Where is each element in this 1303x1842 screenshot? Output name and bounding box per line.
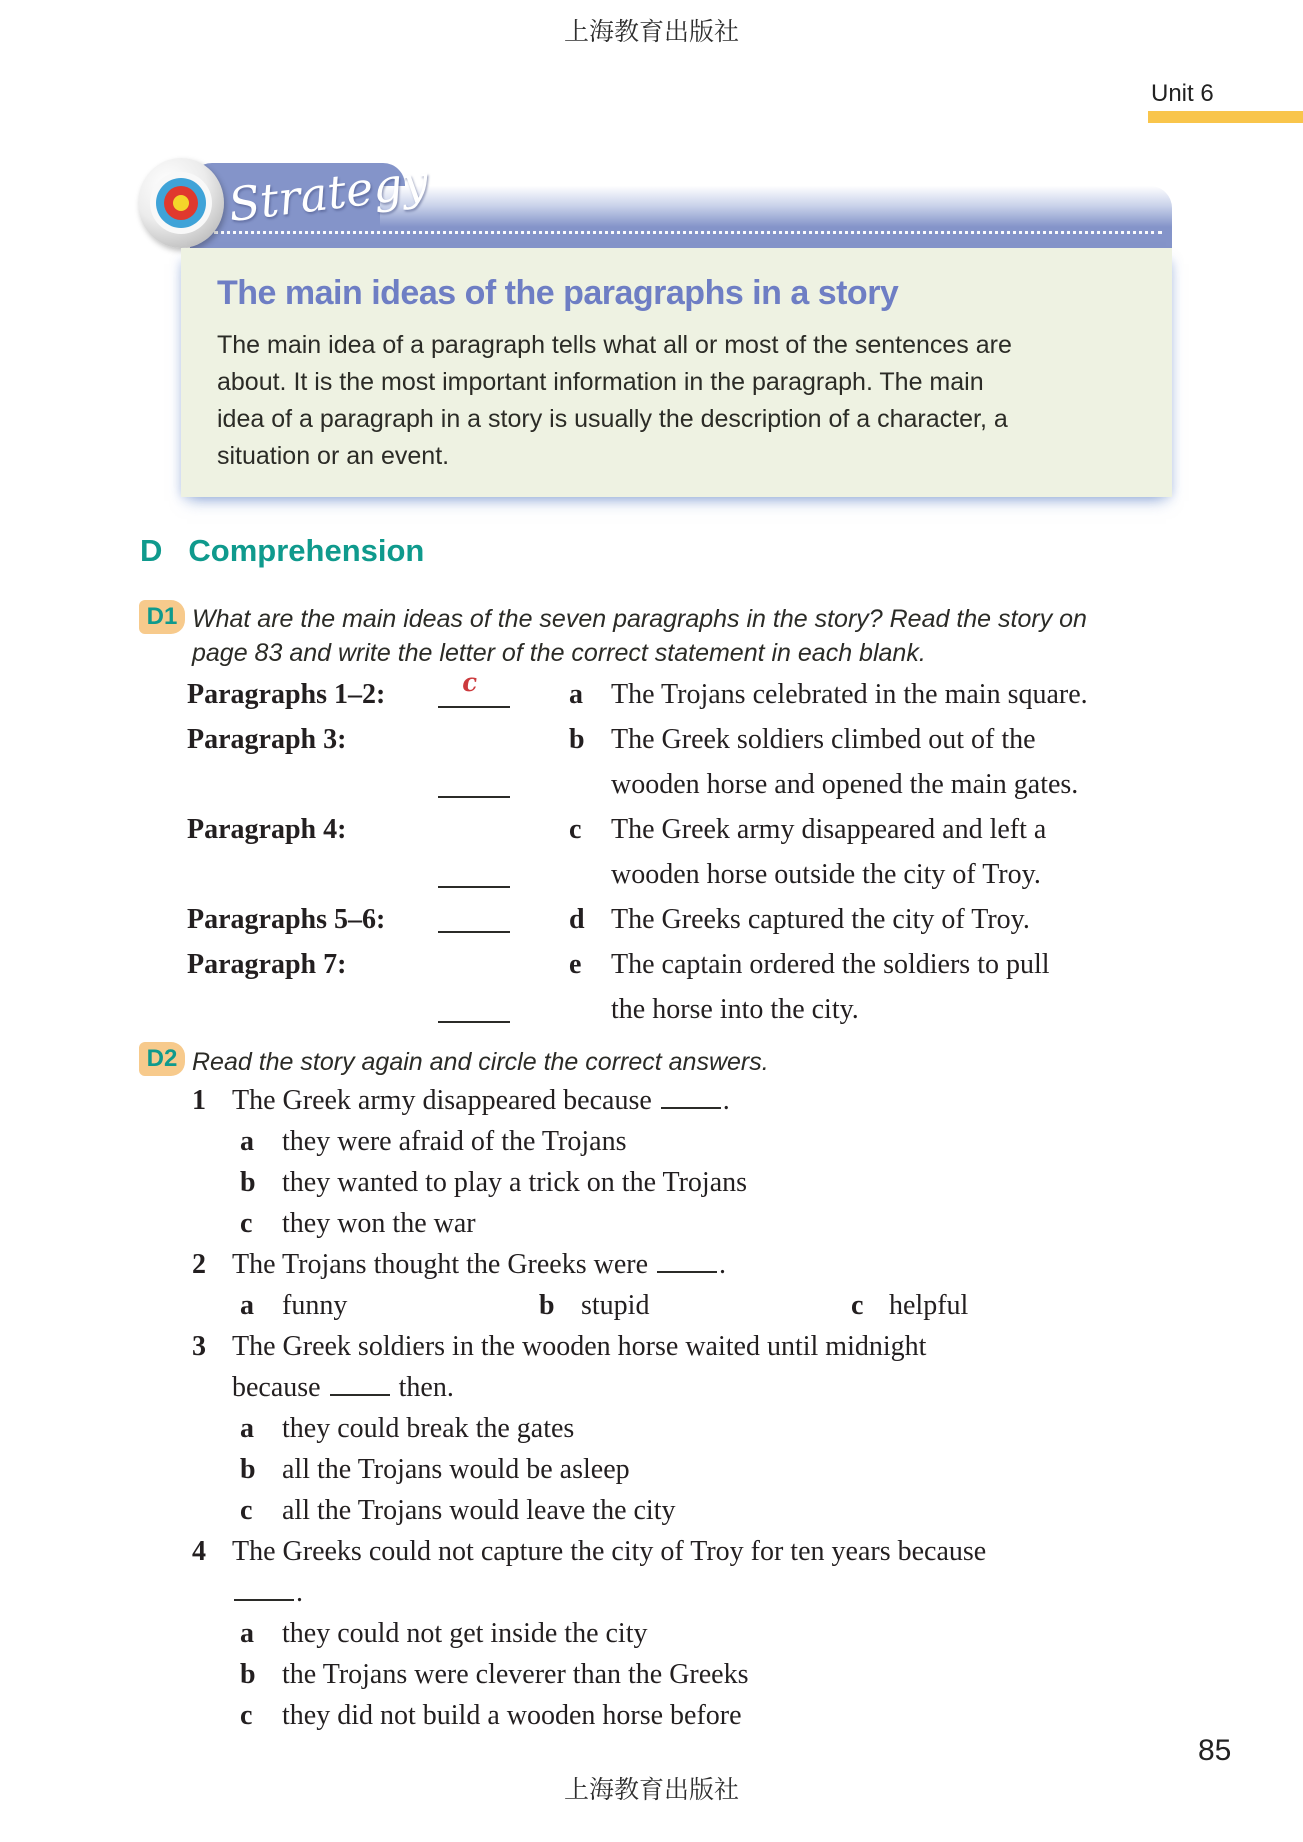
strategy-body-line: idea of a paragraph in a story is usually the description of a character, a bbox=[217, 405, 1008, 433]
option-text[interactable]: the Trojans were cleverer than the Greeks bbox=[282, 1659, 749, 1690]
paragraph-label: Paragraph 3: bbox=[187, 724, 347, 755]
statement-line: The Greeks captured the city of Troy. bbox=[611, 904, 1030, 935]
statement-letter: d bbox=[569, 904, 585, 935]
answer-blank-cell bbox=[438, 807, 569, 897]
paragraph-label: Paragraph 7: bbox=[187, 949, 347, 980]
strategy-title: The main ideas of the paragraphs in a story bbox=[217, 274, 899, 312]
d1-row bbox=[187, 807, 1088, 897]
option-text[interactable]: they wanted to play a trick on the Trojans bbox=[282, 1167, 748, 1198]
options-row bbox=[192, 1285, 986, 1326]
answer-blank-cell bbox=[438, 942, 569, 1032]
option-text[interactable]: all the Trojans would leave the city bbox=[282, 1495, 676, 1526]
statement-letter: b bbox=[569, 724, 585, 755]
statement-line: the horse into the city. bbox=[611, 994, 859, 1025]
option-letter[interactable]: a bbox=[240, 1618, 254, 1649]
option-letter[interactable]: a bbox=[240, 1126, 254, 1157]
option-row[interactable] bbox=[192, 1162, 986, 1203]
option-text[interactable]: they were afraid of the Trojans bbox=[282, 1126, 627, 1157]
answer-blank[interactable] bbox=[438, 796, 510, 798]
statement-line: The captain ordered the soldiers to pull bbox=[611, 949, 1050, 980]
option-letter[interactable]: c bbox=[240, 1700, 253, 1731]
strategy-body-line: about. It is the most important information in the paragraph. The main bbox=[217, 368, 984, 396]
question-text: because bbox=[232, 1372, 328, 1403]
strategy-body-line: The main idea of a paragraph tells what all or most of the sentences are bbox=[217, 331, 1012, 359]
option-text[interactable]: helpful bbox=[889, 1290, 969, 1321]
question-text: The Greek soldiers in the wooden horse waited until midnight bbox=[232, 1331, 927, 1362]
option-letter[interactable]: c bbox=[240, 1208, 253, 1239]
question-line bbox=[192, 1080, 986, 1121]
paragraph-label: Paragraphs 5–6: bbox=[187, 904, 386, 935]
statement-text bbox=[611, 897, 1088, 942]
option-text[interactable]: they could not get inside the city bbox=[282, 1618, 648, 1649]
d1-row bbox=[187, 897, 1088, 942]
answer-blank[interactable] bbox=[330, 1370, 390, 1396]
answer-blank[interactable] bbox=[234, 1575, 294, 1601]
statement-letter: e bbox=[569, 949, 582, 980]
unit-accent-bar bbox=[1148, 111, 1303, 123]
statement-line: wooden horse outside the city of Troy. bbox=[611, 859, 1041, 890]
page-number: 85 bbox=[1198, 1734, 1232, 1767]
question-text: The Greek army disappeared because bbox=[232, 1085, 659, 1116]
question-text: then. bbox=[391, 1372, 454, 1403]
option-row[interactable] bbox=[192, 1203, 986, 1244]
answer-blank-cell bbox=[438, 897, 569, 942]
publisher-name-top: 上海教育出版社 bbox=[563, 17, 739, 46]
strategy-box bbox=[181, 248, 1172, 497]
question-number: 4 bbox=[192, 1536, 206, 1567]
question-text: . bbox=[722, 1085, 730, 1116]
statement-letter: a bbox=[569, 679, 583, 710]
section-letter: D bbox=[140, 533, 163, 568]
publisher-name-bottom: 上海教育出版社 bbox=[563, 1775, 739, 1804]
question-line bbox=[192, 1326, 986, 1367]
question bbox=[192, 1244, 986, 1326]
statement-line: The Greek army disappeared and left a bbox=[611, 814, 1047, 845]
option-letter[interactable]: c bbox=[851, 1290, 864, 1321]
d1-instruction-line: page 83 and write the letter of the correct statement in each blank. bbox=[192, 639, 926, 667]
banner-dotted-line bbox=[214, 231, 1162, 234]
question-text: The Trojans thought the Greeks were bbox=[232, 1249, 656, 1280]
option-letter[interactable]: a bbox=[240, 1290, 254, 1321]
question-text: . bbox=[296, 1577, 303, 1608]
option-text[interactable]: all the Trojans would be asleep bbox=[282, 1454, 630, 1485]
exercise-d2-badge: D2 bbox=[139, 1042, 185, 1076]
statement-text bbox=[611, 807, 1088, 897]
question-number: 3 bbox=[192, 1331, 206, 1362]
answer-blank[interactable] bbox=[438, 1021, 510, 1023]
strategy-banner-label: Strategy bbox=[225, 153, 432, 233]
unit-label: Unit 6 bbox=[1151, 80, 1214, 107]
statement-text bbox=[611, 717, 1088, 807]
strategy-banner-strip bbox=[380, 186, 1172, 248]
option-text[interactable]: they won the war bbox=[282, 1208, 476, 1239]
answer-blank[interactable] bbox=[438, 706, 510, 708]
d1-matching-exercise bbox=[187, 667, 1088, 1032]
option-row[interactable] bbox=[192, 1408, 986, 1449]
statement-text bbox=[611, 672, 1088, 717]
option-row[interactable] bbox=[192, 1490, 986, 1531]
option-text[interactable]: they could break the gates bbox=[282, 1413, 575, 1444]
question-number: 1 bbox=[192, 1085, 206, 1116]
option-text[interactable]: stupid bbox=[581, 1290, 650, 1321]
answer-blank[interactable] bbox=[438, 931, 510, 933]
answer-blank[interactable] bbox=[661, 1083, 721, 1109]
d2-instruction: Read the story again and circle the correct answers. bbox=[192, 1048, 769, 1076]
question bbox=[192, 1531, 986, 1736]
option-text[interactable]: they did not build a wooden horse before bbox=[282, 1700, 742, 1731]
option-row[interactable] bbox=[192, 1654, 986, 1695]
question-number: 2 bbox=[192, 1249, 206, 1280]
d1-row bbox=[187, 667, 1088, 717]
question-line bbox=[192, 1572, 986, 1613]
question-line bbox=[192, 1531, 986, 1572]
option-row[interactable] bbox=[192, 1695, 986, 1736]
question-line bbox=[192, 1367, 986, 1408]
paragraph-label: Paragraphs 1–2: bbox=[187, 679, 386, 710]
option-letter[interactable]: c bbox=[240, 1495, 253, 1526]
answer-blank[interactable] bbox=[657, 1247, 717, 1273]
statement-letter: c bbox=[569, 814, 582, 845]
handwritten-answer: c bbox=[460, 667, 479, 698]
option-row[interactable] bbox=[192, 1449, 986, 1490]
option-letter[interactable]: b bbox=[240, 1167, 256, 1198]
question-text: . bbox=[719, 1249, 727, 1280]
d1-row bbox=[187, 942, 1088, 1032]
statement-line: The Trojans celebrated in the main square. bbox=[611, 679, 1088, 710]
question bbox=[192, 1080, 986, 1244]
question-line bbox=[192, 1244, 986, 1285]
exercise-d1-badge: D1 bbox=[139, 600, 185, 634]
answer-blank-cell bbox=[438, 667, 569, 717]
statement-text bbox=[611, 942, 1088, 1032]
option-letter[interactable]: a bbox=[240, 1413, 254, 1444]
option-letter[interactable]: b bbox=[240, 1659, 256, 1690]
d1-instruction-line: What are the main ideas of the seven paragraphs in the story? Read the story on bbox=[192, 605, 1087, 633]
strategy-body bbox=[217, 327, 1172, 475]
section-heading bbox=[140, 533, 424, 569]
statement-line: The Greek soldiers climbed out of the bbox=[611, 724, 1036, 755]
section-title: Comprehension bbox=[188, 533, 425, 568]
question bbox=[192, 1326, 986, 1531]
d1-row bbox=[187, 717, 1088, 807]
strategy-body-line: situation or an event. bbox=[217, 442, 450, 470]
option-row[interactable] bbox=[192, 1613, 986, 1654]
answer-blank-cell bbox=[438, 717, 569, 807]
option-letter[interactable]: b bbox=[539, 1290, 555, 1321]
option-text[interactable]: funny bbox=[282, 1290, 348, 1321]
target-yellow-center bbox=[173, 195, 189, 211]
d1-instruction bbox=[192, 602, 1087, 670]
option-row[interactable] bbox=[192, 1121, 986, 1162]
answer-blank[interactable] bbox=[438, 886, 510, 888]
option-letter[interactable]: b bbox=[240, 1454, 256, 1485]
statement-line: wooden horse and opened the main gates. bbox=[611, 769, 1079, 800]
d2-questions bbox=[192, 1080, 986, 1736]
question-text: The Greeks could not capture the city of Troy for ten years because bbox=[232, 1536, 987, 1567]
target-bullseye-icon bbox=[138, 158, 224, 248]
paragraph-label: Paragraph 4: bbox=[187, 814, 347, 845]
